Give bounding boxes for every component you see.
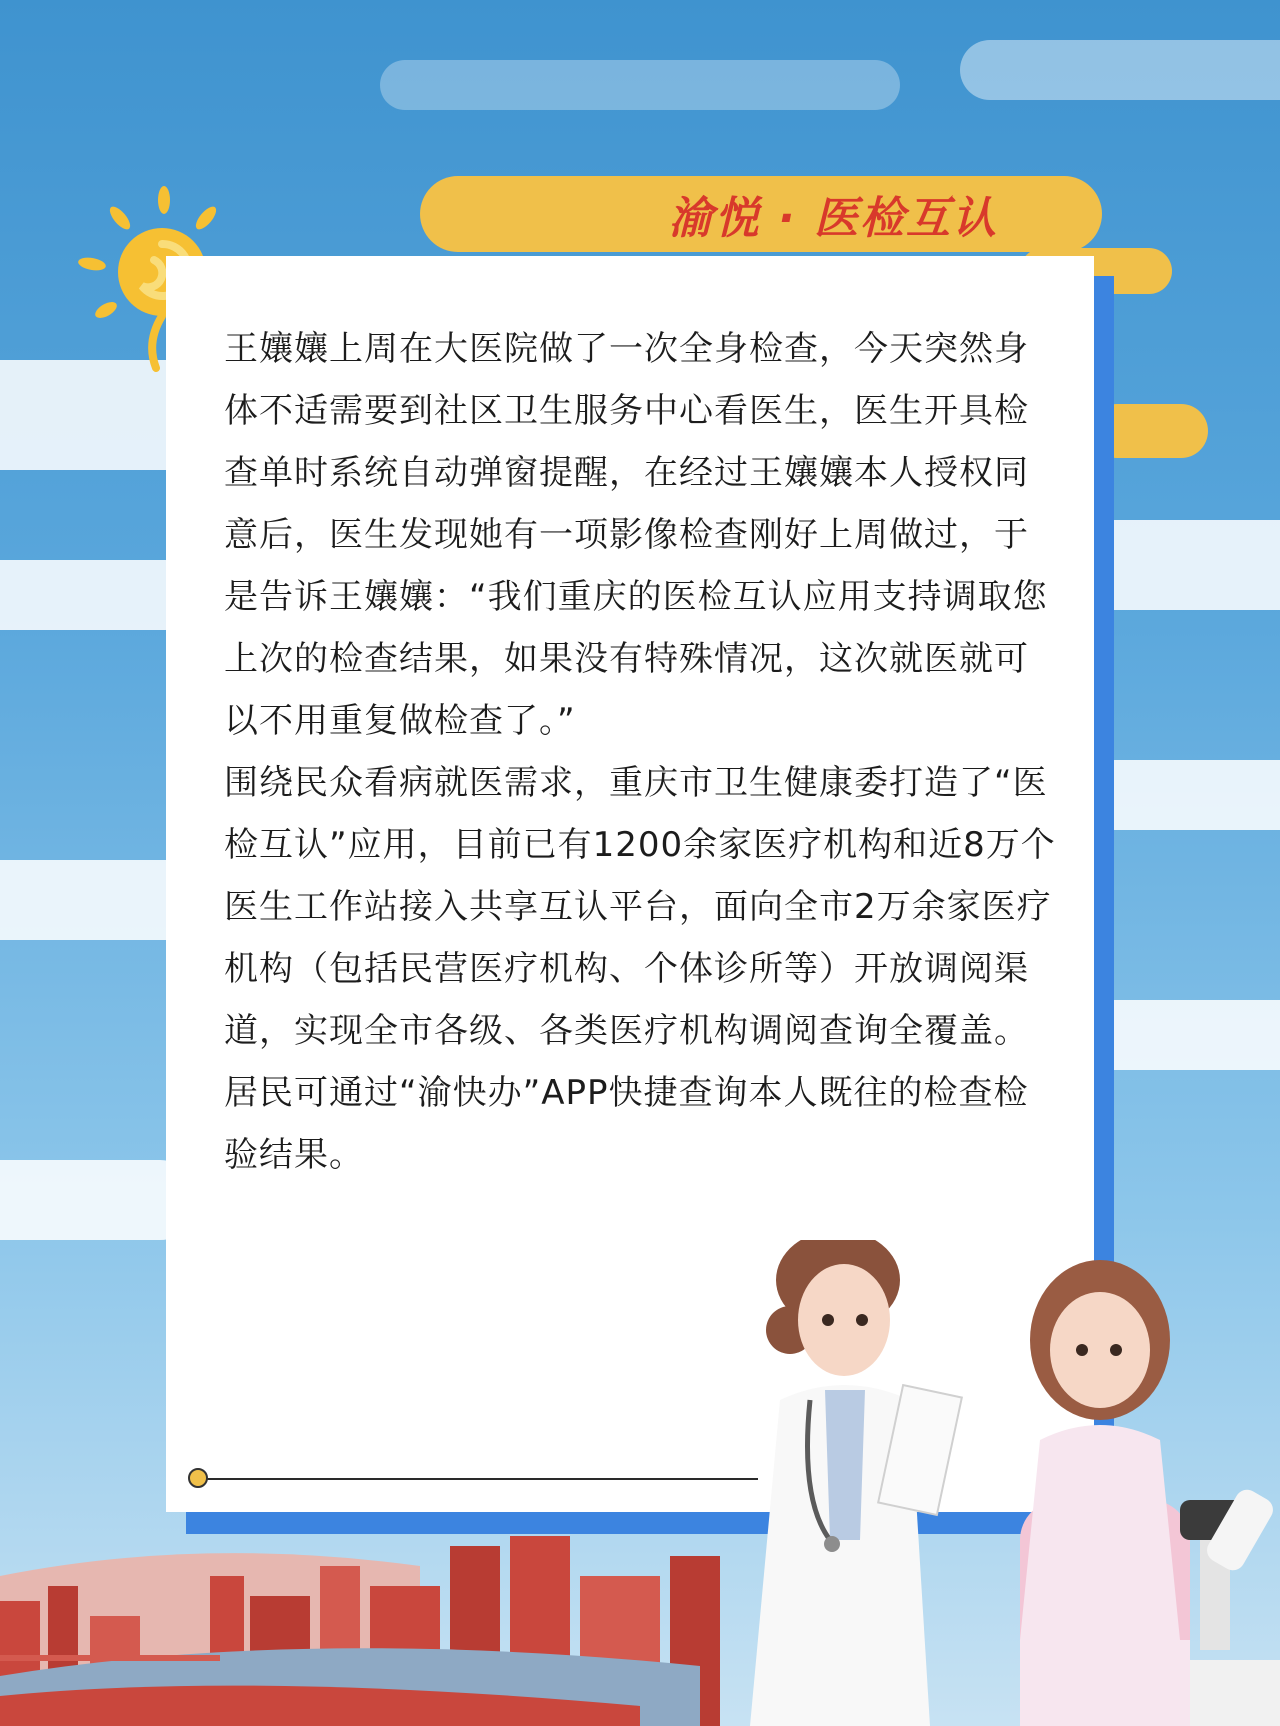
page-title: 渝悦 · 医检互认 [668,193,998,244]
cloud [960,40,1280,100]
article-body [224,318,1062,1186]
article-paragraph: 王孃孃上周在大医院做了一次全身检查，今天突然身体不适需要到社区卫生服务中心看医生，医生开具检查单时系统自动弹窗提醒，在经过王孃孃本人授权同意后，医生发现她有一项影像检查刚好上周做过，于是告诉王孃孃：“我们重庆的医检互认应用支持调取您上次的检查结果，如果没有特殊情况，这次就医就可以不用重复做检查了。” [224,329,1048,741]
doctor-figure [750,1240,962,1726]
patient-illustration [1020,1260,1190,1726]
divider-line [198,1478,758,1480]
title-banner [420,176,1102,252]
article-paragraph: 围绕民众看病就医需求，重庆市卫生健康委打造了“医检互认”应用，目前已有1200余家医疗机构和近8万个医生工作站接入共享互认平台，面向全市2万余家医疗机构（包括民营医疗机构、个体诊所等）开放调阅渠道，实现全市各级、各类医疗机构调阅查询全覆盖。居民可通过“渝快办”APP快捷查询本人既往的检查检验结果。 [224,763,1056,1175]
microscope-icon [1180,1485,1280,1726]
doctor-illustration [720,1240,1280,1726]
divider-dot [188,1468,208,1488]
cloud [380,60,900,110]
